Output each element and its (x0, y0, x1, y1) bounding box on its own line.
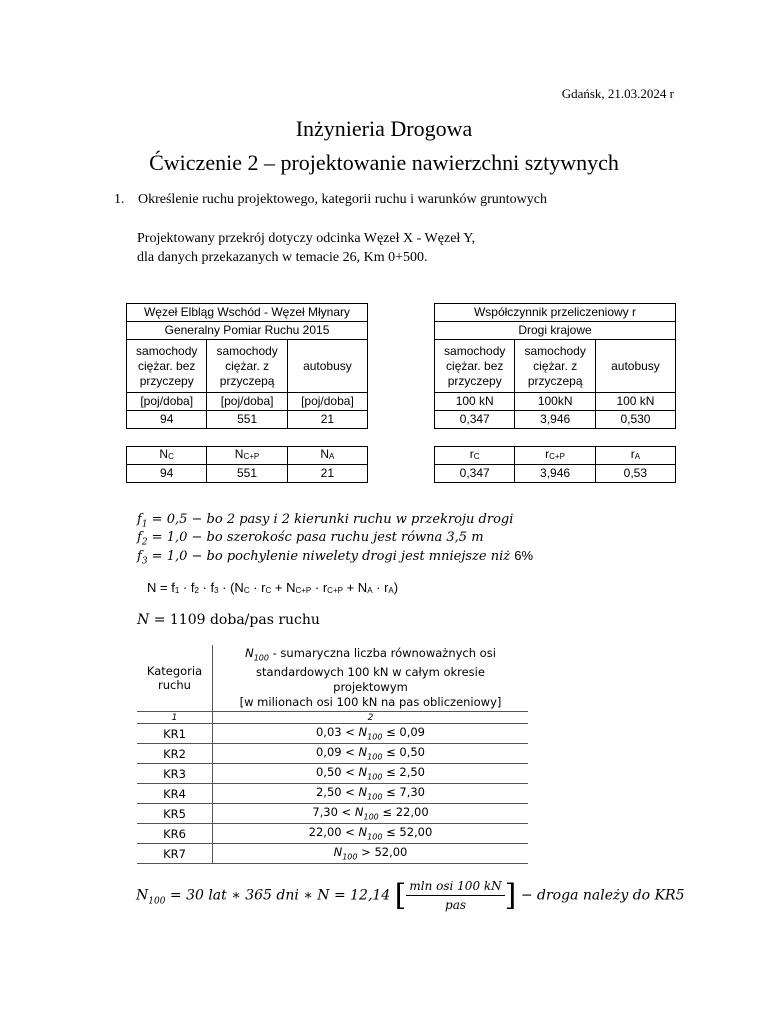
paragraph-line: dla danych przekazanych w temacie 26, Km 0+500. (137, 250, 428, 265)
category-header: Kategoria ruchu (137, 645, 213, 712)
coef-col-header: autobusy (595, 340, 675, 393)
coef-col-header: samochody ciężar. bez przyczepy (435, 340, 515, 393)
traffic-value: 94 (127, 411, 207, 429)
section-heading-text: Określenie ruchu projektowego, kategorii ruchu i warunków gruntowych (138, 192, 547, 207)
n-header: $N_A$ (287, 447, 367, 465)
category-cell: KR7 (137, 844, 213, 864)
coef-unit: 100kN (515, 393, 595, 411)
category-cell: KR1 (137, 724, 213, 744)
n100-range-cell: $0,50 < N_{100} \le 2,50$ (213, 764, 529, 784)
r-header: $r_C$ (435, 447, 515, 465)
traffic-col-header: autobusy (287, 340, 367, 393)
paragraph-line: Projektowany przekrój dotyczy odcinka Węzeł X - Węzeł Y, (137, 231, 476, 246)
r-value: 0,53 (595, 465, 675, 483)
n100-range-cell: $7,30 < N_{100} \le 22,00$ (213, 804, 529, 824)
n-header: $N_C$ (127, 447, 207, 465)
n100-range-cell: $0,03 < N_{100} \le 0,09$ (213, 724, 529, 744)
category-row (137, 724, 528, 744)
n100-range-cell: $22,00 < N_{100} \le 52,00$ (213, 824, 529, 844)
n-value: 94 (127, 465, 207, 483)
n-value: 551 (207, 465, 287, 483)
unit-fraction: $\frac{\text{mln osi 100 kN}}{\text{pas}}$ (406, 879, 504, 912)
column-index: 2 (213, 712, 529, 724)
coef-value: 0,530 (595, 411, 675, 429)
r-value: 0,347 (435, 465, 515, 483)
section-paragraph (137, 229, 475, 267)
traffic-table-subtitle: Generalny Pomiar Ruchu 2015 (127, 322, 368, 340)
column-index: 1 (137, 712, 213, 724)
coef-unit: 100 kN (595, 393, 675, 411)
factor-f2: $f_2 = 1,0$ − bo szerokośc pasa ruchu jest równa 3,5 m (137, 530, 484, 548)
category-cell: KR6 (137, 824, 213, 844)
category-row (137, 824, 528, 844)
coef-table-title: Współczynnik przeliczeniowy r (435, 304, 676, 322)
r-table (434, 446, 676, 483)
category-row (137, 764, 528, 784)
traffic-value: 551 (207, 411, 287, 429)
n100-header: $N_{100}$ - sumaryczna liczba równoważnych osi standardowych 100 kN w całym okresie projektowym [w milionach osi 100 kN na pas obliczeniowy] (239, 645, 502, 710)
traffic-unit: [poj/doba] (287, 393, 367, 411)
category-row (137, 804, 528, 824)
r-value: 3,946 (515, 465, 595, 483)
category-row (137, 784, 528, 804)
section-number: 1. (114, 192, 125, 207)
traffic-col-header: samochody ciężar. z przyczepą (207, 340, 287, 393)
r-header: $r_A$ (595, 447, 675, 465)
coef-col-header: samochody ciężar. z przyczepą (515, 340, 595, 393)
document-subtitle: Ćwiczenie 2 – projektowanie nawierzchni sztywnych (149, 150, 619, 175)
category-cell: KR4 (137, 784, 213, 804)
n-header: $N_{C+P}$ (207, 447, 287, 465)
right-bracket-icon: ] (504, 878, 517, 913)
n100-range-cell: $0,09 < N_{100} \le 0,50$ (213, 744, 529, 764)
traffic-col-header: samochody ciężar. bez przyczepy (127, 340, 207, 393)
category-row (137, 744, 528, 764)
coef-value: 3,946 (515, 411, 595, 429)
document-title: Inżynieria Drogowa (295, 116, 473, 141)
n-table (126, 446, 368, 483)
r-header: $r_{C+P}$ (515, 447, 595, 465)
coef-value: 0,347 (435, 411, 515, 429)
traffic-unit: [poj/doba] (207, 393, 287, 411)
n-result: N = 1109 doba/pas ruchu (137, 612, 320, 628)
n-formula: $N = f_1 \cdot f_2 \cdot f_3 \cdot (N_C \cdot r_C + N_{C+P} \cdot r_{C+P} + N_A \cdot r_A)$ (147, 580, 399, 595)
section-heading (114, 192, 547, 208)
factor-f3: $f_3 = 1,0$ − bo pochylenie niwelety drogi jest mniejsze niż 6% (137, 548, 534, 567)
n-value: 21 (287, 465, 367, 483)
n100-final-formula: $N_{100} = 30$ lat ∗ 365 dni ∗ N = 12,14 [ $\frac{\text{mln osi 100 kN}}{\text{pas}}$ ] − droga należy do KR5 (136, 878, 685, 913)
document-date: Gdańsk, 21.03.2024 r (561, 86, 674, 101)
traffic-table-title: Węzeł Elbląg Wschód - Węzeł Młynary (127, 304, 368, 322)
category-cell: KR3 (137, 764, 213, 784)
category-cell: KR5 (137, 804, 213, 824)
traffic-table (126, 303, 368, 429)
factor-f1: $f_1 = 0,5$ − bo 2 pasy i 2 kierunki ruchu w przekroju drogi (137, 512, 514, 530)
traffic-value: 21 (287, 411, 367, 429)
left-bracket-icon: [ (394, 878, 407, 913)
traffic-unit: [poj/doba] (127, 393, 207, 411)
category-cell: KR2 (137, 744, 213, 764)
traffic-category-table (137, 645, 528, 864)
n100-range-cell: $2,50 < N_{100} \le 7,30$ (213, 784, 529, 804)
coef-unit: 100 kN (435, 393, 515, 411)
category-row (137, 844, 528, 864)
coef-table-subtitle: Drogi krajowe (435, 322, 676, 340)
coefficient-table (434, 303, 676, 429)
n100-range-cell: $N_{100} > 52,00$ (213, 844, 529, 864)
